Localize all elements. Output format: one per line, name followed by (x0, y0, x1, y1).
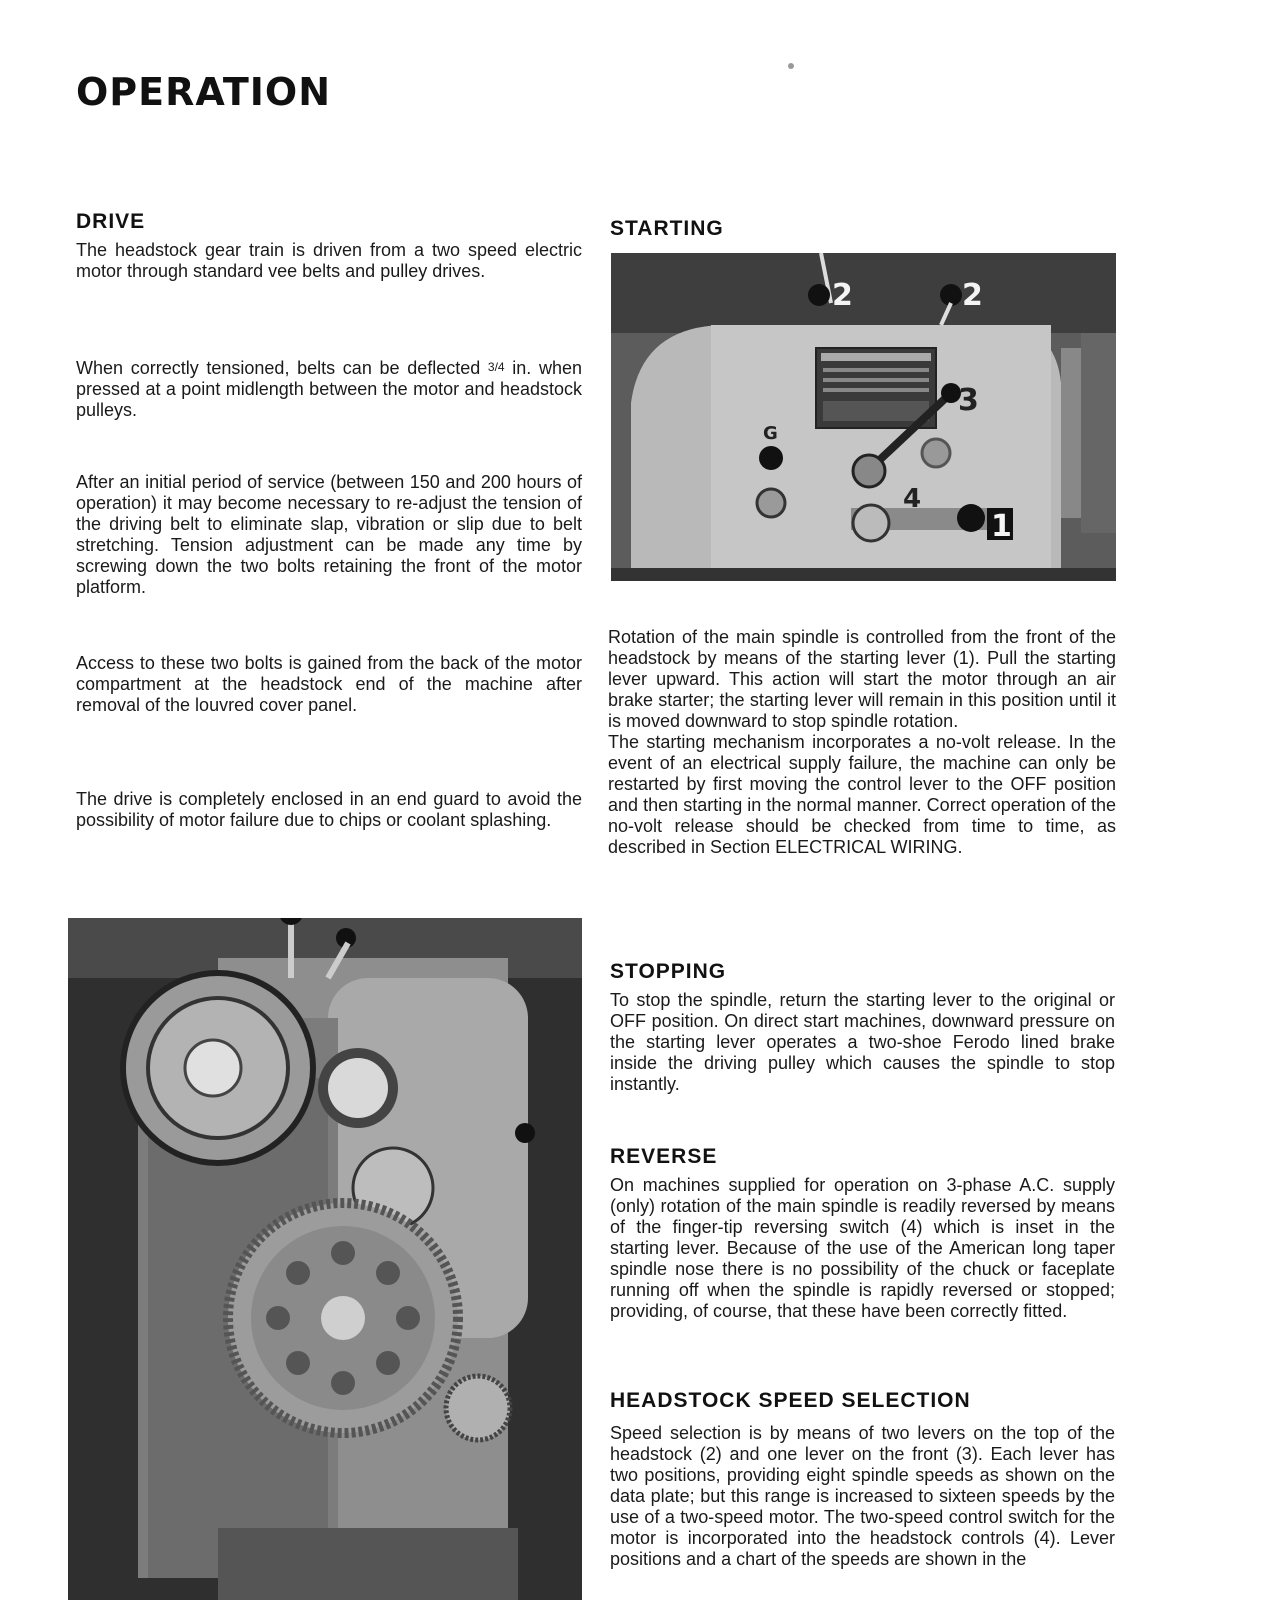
drive-paragraph-4-block (76, 653, 582, 716)
drive-paragraph-3: After an initial period of service (between 150 and 200 hours of operation) it may become necessary to re-adjust the tension of the driving belt to eliminate slap, vibration or slip due to belt stretching. Tension adjustment can be made any time by screwing down the two bolts retaining the front of the motor platform. (76, 472, 582, 597)
drive-paragraph-5-block (76, 789, 582, 831)
starting-paragraph-2: The starting mechanism incorporates a no-volt release. In the event of an electrical supply failure, the machine can only be restarted by first moving the control lever to the OFF position and then starting in the normal manner. Correct operation of the no-volt release should be checked from time to time, as described in Section ELECTRICAL WIRING. (608, 732, 1116, 857)
speed-selection-section (610, 1389, 1115, 1600)
stopping-section (610, 960, 1115, 1095)
label-lever-2-left: 2 (832, 278, 853, 313)
speed-selection-heading: HEADSTOCK SPEED SELECTION (610, 1389, 971, 1412)
label-gear-g: G (763, 423, 778, 444)
page-title: OPERATION (76, 70, 331, 114)
label-starting-lever-1: 1 (991, 509, 1012, 544)
starting-paragraph-1: Rotation of the main spindle is controlled from the front of the headstock by means of the starting lever (1). Pull the starting lever upward. This action will start the motor through an air brake starter; the starting lever will remain in this position until it is moved downward to stop spindle rotation. (608, 627, 1116, 731)
drive-p2-start: When correctly tensioned, belts can be deflected (76, 358, 488, 378)
drive-paragraph-2-block (76, 357, 582, 421)
drive-paragraph-4: Access to these two bolts is gained from the back of the motor compartment at the headstock end of the machine after removal of the louvred cover panel. (76, 653, 582, 715)
speed-selection-paragraph-1: Speed selection is by means of two levers on the top of the headstock (2) and one lever on the front (3). Each lever has two positions, providing eight spindle speeds as shown on the data plate; but this range is increased to sixteen speeds by the use of a two-speed motor. The two-speed control switch for the motor is incorporated into the headstock controls (4). Lever positions and a chart of the speeds are shown in the (610, 1423, 1115, 1569)
drive-paragraph-2 (76, 357, 582, 421)
reverse-section (610, 1145, 1115, 1322)
drive-paragraph-5: The drive is completely enclosed in an end guard to avoid the possibility of motor failure due to chips or coolant splashing. (76, 789, 582, 830)
starting-text-block (608, 627, 1116, 858)
drive-gear-train-photo (68, 918, 582, 1600)
drive-section (76, 210, 582, 282)
label-lever-3: 3 (958, 383, 979, 418)
starting-heading: STARTING (610, 217, 724, 240)
starting-heading-block (610, 217, 1115, 247)
headstock-photo-drawing (611, 253, 1116, 581)
drive-p2-fraction: 3/4 (487, 360, 505, 374)
label-switch-4: 4 (903, 484, 922, 514)
reverse-paragraph-1: On machines supplied for operation on 3-phase A.C. supply (only) rotation of the main spindle is readily reversed by means of the finger-tip reversing switch (4) which is inset in the starting lever. Because of the use of the American long taper spindle nose there is no possibility of the chuck or faceplate running off when the spindle is rapidly reversed or stopped; providing, of course, that these have been correctly fitted. (610, 1175, 1115, 1321)
drive-photo-drawing (68, 918, 582, 1600)
scan-dot (788, 63, 794, 69)
headstock-controls-photo (611, 253, 1116, 581)
reverse-heading: REVERSE (610, 1145, 718, 1168)
drive-paragraph-1: The headstock gear train is driven from a two speed electric motor through standard vee belts and pulley drives. (76, 240, 582, 281)
label-lever-2-right: 2 (962, 278, 983, 313)
stopping-heading: STOPPING (610, 960, 727, 983)
stopping-paragraph-1: To stop the spindle, return the starting lever to the original or OFF position. On direct start machines, downward pressure on the starting lever operates a two-shoe Ferodo lined brake inside the driving pulley which causes the spindle to stop instantly. (610, 990, 1115, 1094)
drive-heading: DRIVE (76, 210, 146, 233)
drive-p2-end: in. when pressed at a point midlength between the motor and headstock pulleys. (76, 358, 582, 420)
drive-paragraph-3-block (76, 472, 582, 598)
